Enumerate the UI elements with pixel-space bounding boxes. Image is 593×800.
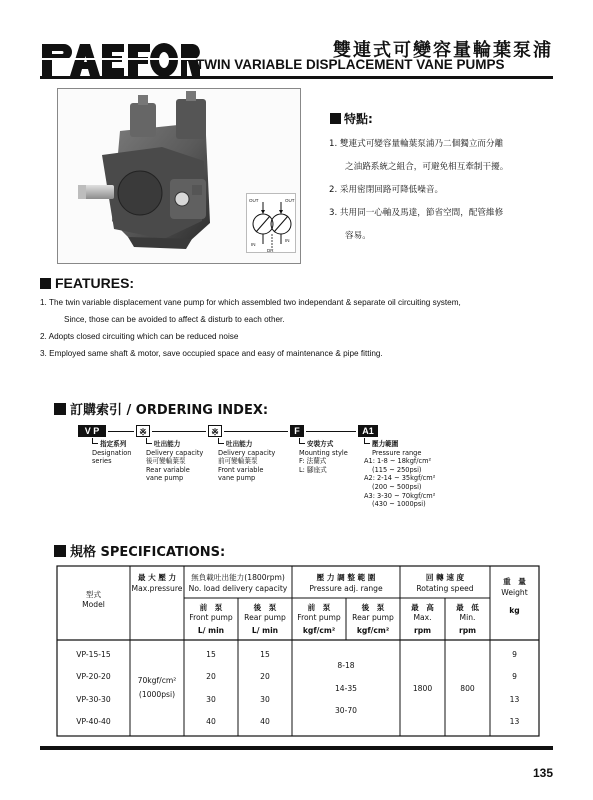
page-number: 135: [532, 766, 553, 780]
list-item: 容易。: [345, 231, 371, 241]
th-rear-unit: L/ min: [251, 626, 279, 635]
features-en-heading: FEATURES:: [40, 275, 134, 291]
th-max-zh: 最 高: [411, 603, 434, 612]
th-pfront-en: Front pump: [297, 613, 341, 622]
code-rear-capacity: ※: [136, 425, 150, 437]
in-label-left: IN: [251, 242, 256, 247]
code-mounting: F: [290, 425, 304, 437]
th-noload-zh: 無負載吐出能力(1800rpm): [191, 573, 285, 582]
ordering-col-pressure: 壓力範圍 Pressure range A1: 1-8 ~ 18kgf/cm² (115 ~ 250psi) A2: 2-14 ~ 35kgf/cm² (200 ~ 500psi) A3: 3-30 ~ 70kgf/cm² (430 ~ 1000psi): [364, 440, 436, 509]
td-front: 40: [206, 717, 216, 726]
td-model: VP-30-30: [76, 695, 111, 704]
td-front: 30: [206, 695, 216, 704]
td-weight: 9: [512, 672, 517, 681]
td-pressure-range: 8-18: [337, 661, 355, 670]
th-front-zh: 前 泵: [199, 603, 223, 612]
th-front-unit: L/ min: [197, 626, 225, 635]
out-label-left: OUT: [249, 198, 259, 203]
th-min-zh: 最 低: [456, 603, 479, 612]
th-prear-en: Rear pump: [352, 613, 394, 622]
th-rear-en: Rear pump: [244, 613, 286, 622]
td-front: 15: [206, 650, 216, 659]
list-item: 3. 共用同一心軸及馬達，節省空間，配管維修: [329, 208, 504, 218]
td-max-pressure-psi: (1000psi): [138, 690, 176, 699]
dr-label: DR: [267, 248, 274, 253]
th-max-unit: rpm: [413, 626, 432, 635]
th-rear-zh: 後 泵: [253, 603, 277, 612]
ordering-col-front: 吐出能力 Delivery capacity 前可變輪葉泵 Front variable vane pump: [218, 440, 276, 483]
td-pressure-range: 30-70: [334, 706, 358, 715]
list-item: 1. The twin variable displacement vane pump for which assembled two independant & separate oil circuiting system,: [40, 298, 461, 307]
out-label-right: OUT: [285, 198, 295, 203]
td-rpm-min: 800: [460, 684, 475, 693]
ordering-index-heading: 訂購索引 / ORDERING INDEX:: [54, 399, 268, 418]
title-chinese: 雙連式可變容量輪葉泵浦: [333, 40, 553, 61]
th-rotating-en: Rotating speed: [416, 584, 474, 593]
td-max-pressure: 70kgf/cm²: [137, 676, 177, 685]
td-weight: 13: [509, 695, 520, 704]
ordering-col-rear: 吐出能力 Delivery capacity 後可變輪葉泵 Rear variable vane pump: [146, 440, 204, 483]
th-pfront-zh: 前 泵: [307, 603, 331, 612]
td-weight: 13: [509, 717, 520, 726]
th-rotating-zh: 回 轉 速 度: [425, 573, 465, 582]
in-label-right: IN: [285, 238, 290, 243]
th-prear-unit: kgf/cm²: [356, 626, 390, 635]
list-item: 之油路系統之組合，可避免相互牽制干擾。: [345, 162, 509, 172]
list-item: 2. Adopts closed circuiting which can be reduced noise: [40, 332, 239, 341]
th-pfront-unit: kgf/cm²: [302, 626, 336, 635]
td-rpm-max: 1800: [412, 684, 433, 693]
th-weight-zh: 重 量: [503, 577, 526, 586]
td-pressure-range: 14-35: [334, 684, 358, 693]
th-weight-en: Weight: [501, 588, 528, 597]
code-pressure: A1: [358, 425, 378, 437]
th-min-unit: rpm: [458, 626, 477, 635]
td-weight: 9: [512, 650, 517, 659]
title-english: TWIN VARIABLE DISPLACEMENT VANE PUMPS: [196, 57, 505, 72]
th-padj-zh: 壓 力 調 整 範 圍: [316, 573, 376, 582]
td-rear: 40: [260, 717, 270, 726]
th-model-zh: 型式: [85, 590, 102, 599]
th-maxpressure-en: Max.pressure: [131, 584, 183, 593]
footer-rule: [40, 746, 553, 750]
th-maxpressure-zh: 最 大 壓 力: [137, 573, 177, 582]
ordering-col-series: 指定系列 Designation series: [92, 440, 132, 466]
td-model: VP-20-20: [76, 672, 111, 681]
td-rear: 30: [260, 695, 270, 704]
list-item: 2. 采用密閉回路可降低噪音。: [329, 185, 444, 195]
th-model-en: Model: [82, 600, 105, 609]
list-item: 1. 雙連式可變容量輪葉泵浦乃二個獨立而分離: [329, 139, 504, 149]
list-item: Since, those can be avoided to affect & disturb to each other.: [64, 315, 285, 324]
th-padj-en: Pressure adj. range: [309, 584, 383, 593]
th-prear-zh: 後 泵: [361, 603, 385, 612]
ordering-col-mounting: 安裝方式 Mounting style F: 法蘭式 L: 腳座式: [299, 440, 348, 474]
th-front-en: Front pump: [189, 613, 233, 622]
specifications-heading: 規格 SPECIFICATIONS:: [54, 541, 225, 560]
td-model: VP-15-15: [76, 650, 111, 659]
list-item: 3. Employed same shaft & motor, save occupied space and easy of maintenance & pipe fitting.: [40, 349, 383, 358]
features-zh-heading: 特點:: [330, 110, 373, 127]
code-front-capacity: ※: [208, 425, 222, 437]
td-model: VP-40-40: [76, 717, 111, 726]
th-weight-unit: kg: [509, 606, 520, 615]
td-rear: 20: [260, 672, 270, 681]
th-noload-en: No. load delivery capacity: [188, 584, 288, 593]
th-max-en: Max.: [413, 613, 432, 622]
code-series: V P: [78, 425, 106, 437]
td-front: 20: [206, 672, 216, 681]
th-min-en: Min.: [459, 613, 476, 622]
td-rear: 15: [260, 650, 270, 659]
